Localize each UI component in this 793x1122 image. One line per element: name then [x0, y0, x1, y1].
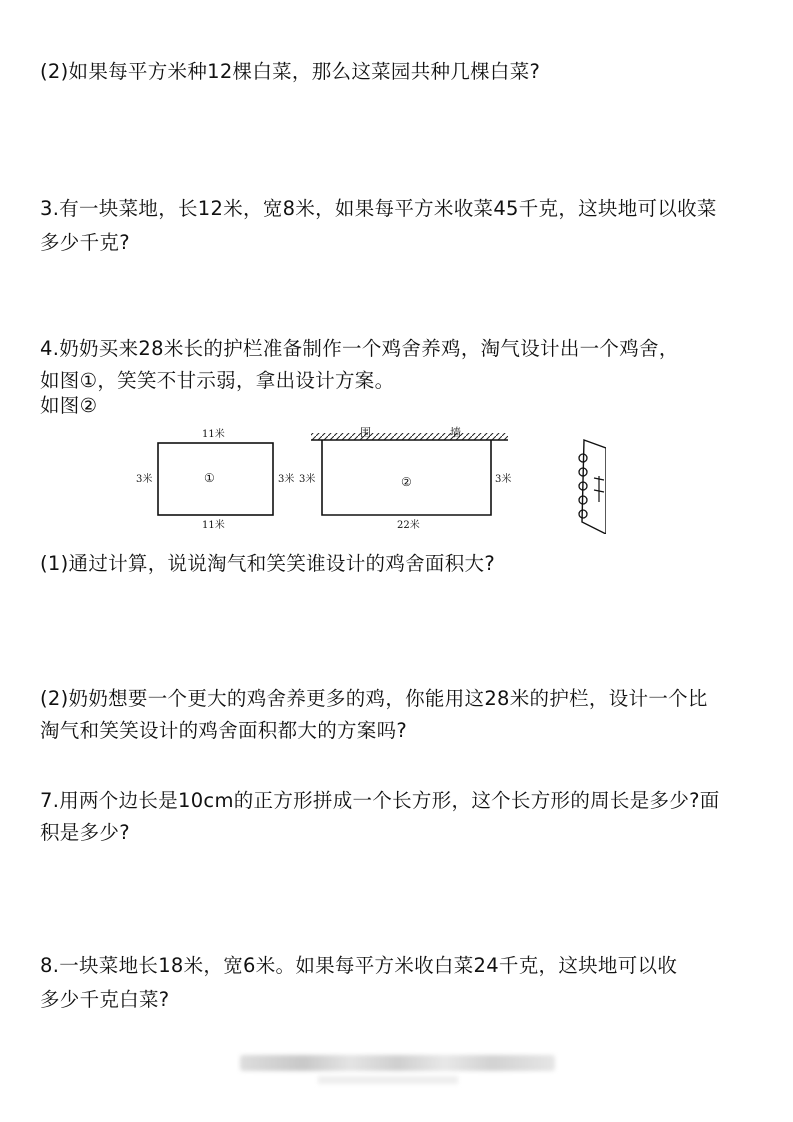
figure-1-rectangle	[136, 427, 294, 531]
wall-hatching	[311, 433, 508, 440]
question-line: 多少千克?	[40, 231, 130, 254]
fig1-left-label: 3米	[136, 474, 153, 485]
question-3	[40, 193, 760, 259]
fig2-right-label: 3米	[495, 474, 512, 485]
question-line: 7.用两个边长是10cm的正方形拼成一个长方形，这个长方形的周长是多少?面	[40, 789, 720, 812]
question-4-1	[40, 548, 760, 580]
fig1-right-label: 3米	[278, 474, 295, 485]
question-line: 如图①，笑笑不甘示弱，拿出设计方案。	[40, 369, 395, 392]
fig2-bottom-label: 22米	[397, 520, 420, 531]
question-line: 积是多少?	[40, 821, 130, 844]
question-8	[40, 950, 760, 1016]
question-line: (2)奶奶想要一个更大的鸡舍养更多的鸡，你能用这28米的护栏，设计一个比	[40, 687, 708, 710]
question-2-2	[40, 56, 760, 88]
question-line: 多少千克白菜?	[40, 988, 170, 1011]
question-line: 8.一块菜地长18米，宽6米。如果每平方米收白菜24千克，这块地可以收	[40, 954, 678, 977]
question-7	[40, 785, 760, 849]
fig1-top-label: 11米	[202, 429, 225, 440]
figure-2-rectangle	[299, 425, 511, 531]
fig1-center-label: ①	[204, 471, 215, 485]
blurred-footer	[240, 1055, 555, 1071]
question-line: 3.有一块菜地，长12米，宽8米，如果每平方米收菜45千克，这块地可以收菜	[40, 197, 717, 220]
question-line: 4.奶奶买来28米长的护栏准备制作一个鸡舍养鸡，淘气设计出一个鸡舍，	[40, 337, 679, 360]
spiral-notebook-icon	[579, 440, 606, 534]
question-4-2	[40, 683, 760, 747]
fig1-bottom-label: 11米	[202, 520, 225, 531]
blurred-footer-sub	[318, 1076, 458, 1084]
question-line: 如图②	[40, 394, 98, 417]
question-line: (2)如果每平方米种12棵白菜，那么这菜园共种几棵白菜?	[40, 60, 541, 83]
question-line: 淘气和笑笑设计的鸡舍面积都大的方案吗?	[40, 719, 408, 742]
fig2-center-label: ②	[401, 475, 412, 489]
coop-design-figure	[136, 418, 606, 534]
question-line: (1)通过计算，说说淘气和笑笑谁设计的鸡舍面积大?	[40, 552, 495, 575]
fig2-left-label: 3米	[299, 474, 316, 485]
wall-label-right: 墙	[450, 426, 461, 439]
question-4	[40, 333, 760, 422]
wall-label-left: 围	[360, 426, 371, 439]
